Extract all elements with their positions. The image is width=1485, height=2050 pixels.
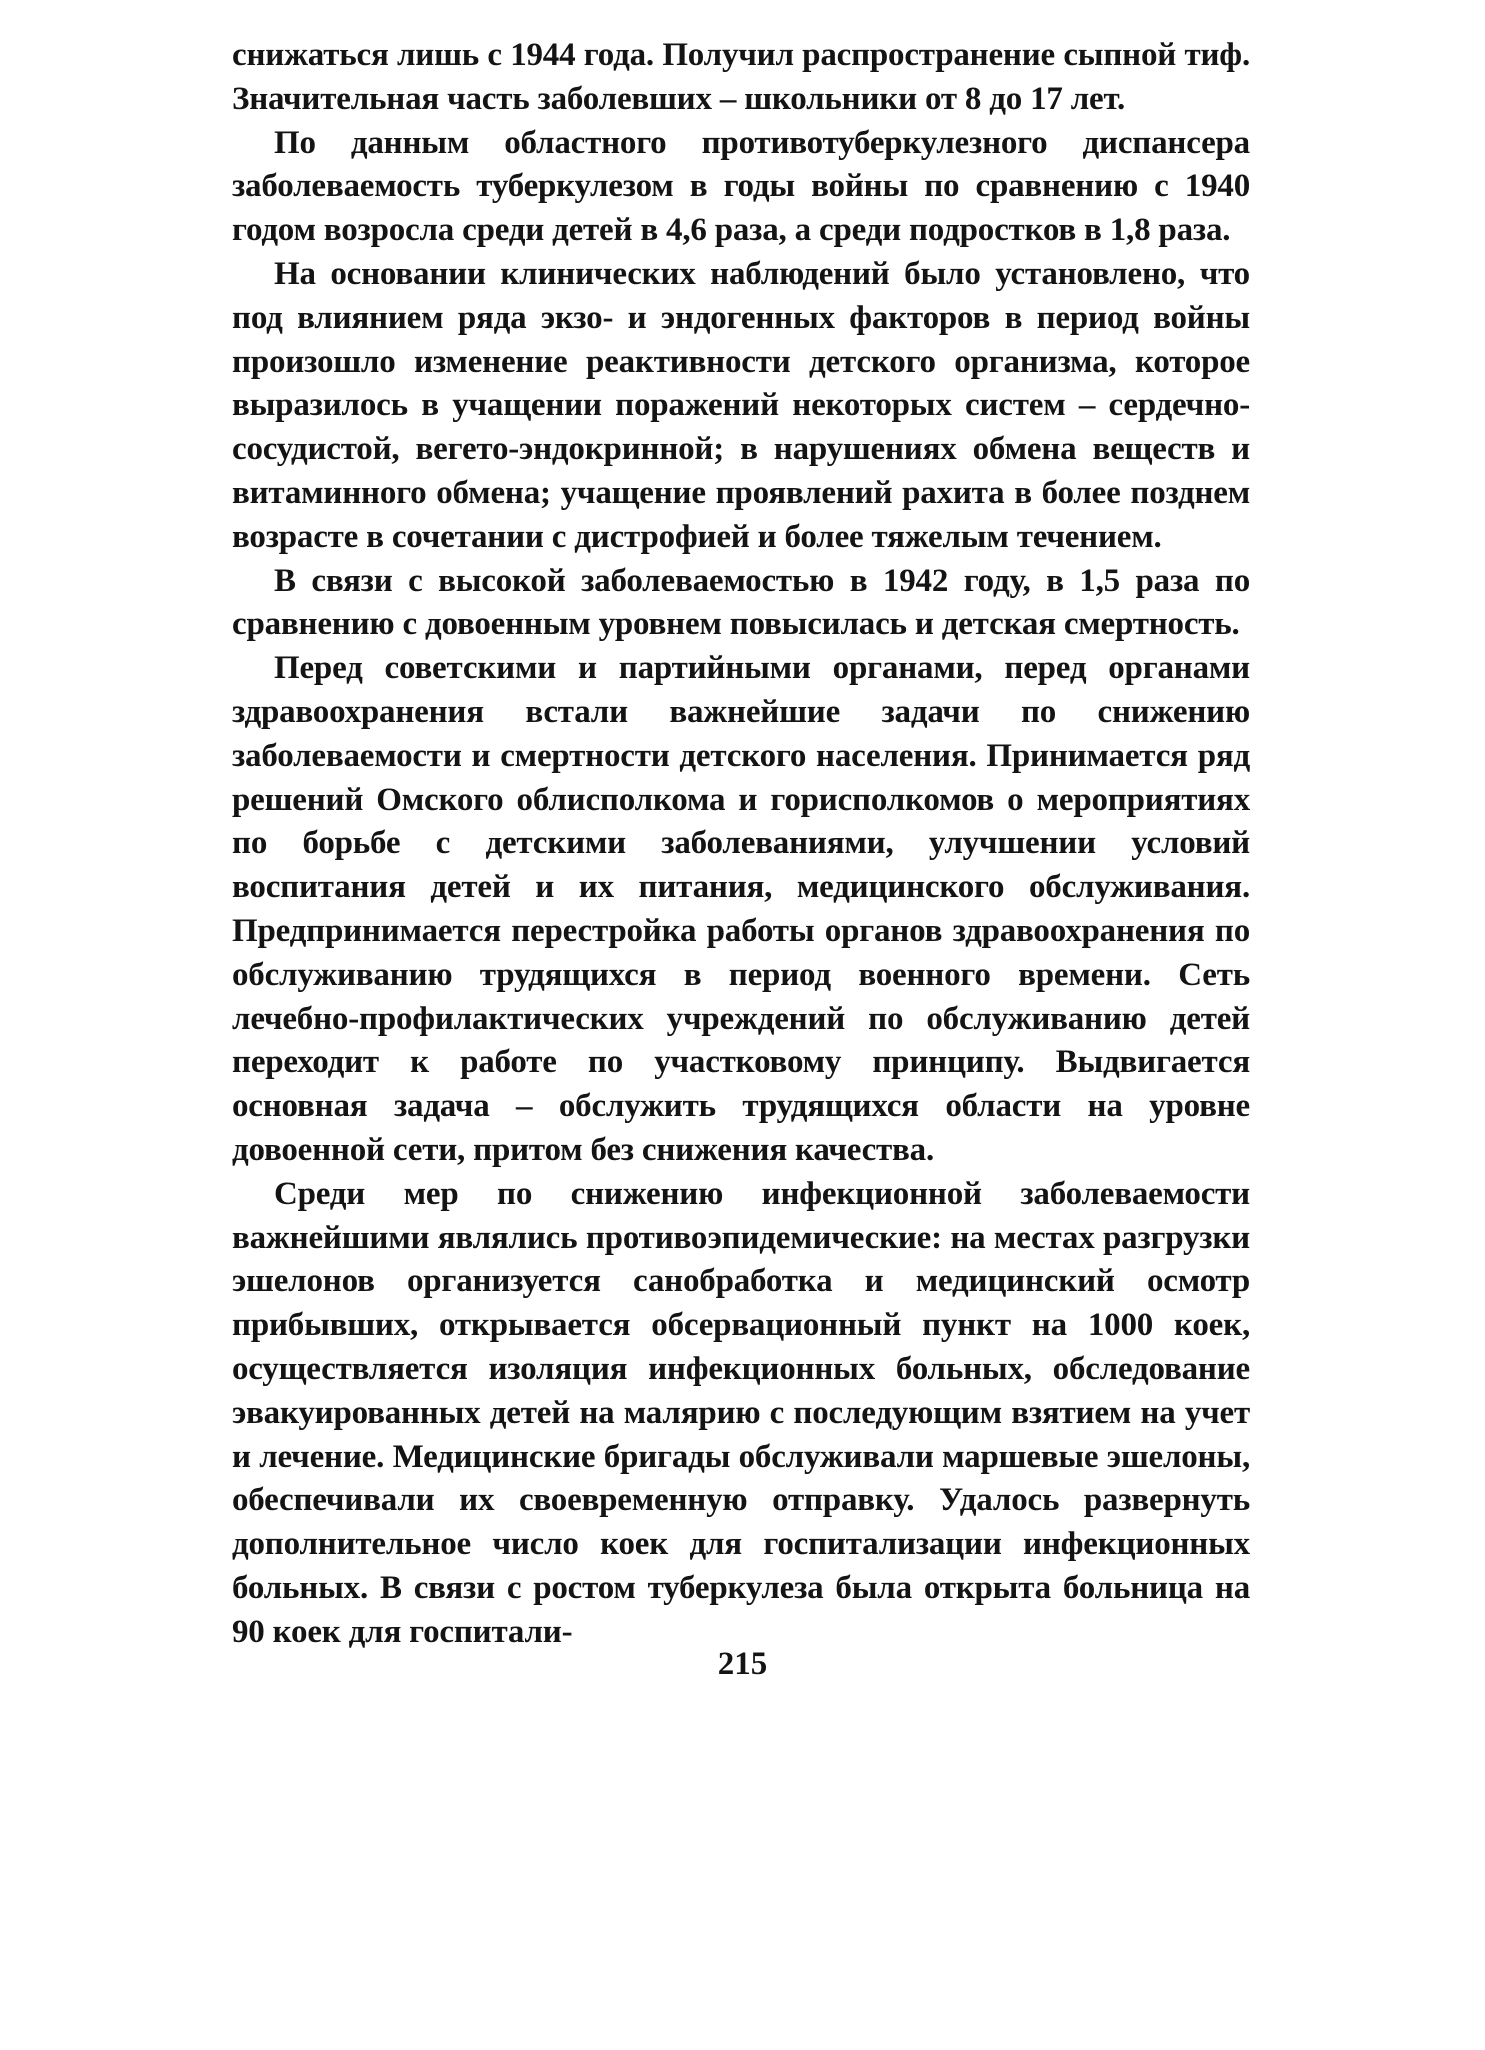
paragraph-6: Среди мер по снижению инфекционной заболеваемости важнейшими являлись противоэпидемические: на местах разгрузки эшелонов организуется санобработка и медицинский осмотр прибывших, открывается обсервационный пункт на 1000 коек, осуществляется изоляция инфекционных больных, обследование эвакуированных детей на малярию с последующим взятием на учет и лечение. Медицинские бригады обслуживали маршевые эшелоны, обеспечивали их своевременную отправку. Удалось развернуть дополнительное число коек для госпитализации инфекционных больных. В связи с ростом туберкулеза была открыта больница на 90 коек для госпитали-: [232, 1175, 1250, 1650]
paragraph-1: снижаться лишь с 1944 года. Получил распространение сыпной тиф. Значительная часть заболевших – школьники от 8 до 17 лет.: [232, 37, 1250, 117]
page-body-text: [232, 34, 1250, 1654]
page-number: 215: [717, 1646, 768, 1682]
paragraph-5: Перед советскими и партийными органами, перед органами здравоохранения встали важнейшие задачи по снижению заболеваемости и смертности детского населения. Принимается ряд решений Омского облисполкома и горисполкомов о мероприятиях по борьбе с детскими заболеваниями, улучшении условий воспитания детей и их питания, медицинского обслуживания. Предпринимается перестройка работы органов здравоохранения по обслуживанию трудящихся в период военного времени. Сеть лечебно-профилактических учреждений по обслуживанию детей переходит к работе по участковому принципу. Выдвигается основная задача – обслужить трудящихся области на уровне довоенной сети, притом без снижения качества.: [232, 650, 1250, 1168]
paragraph-2: По данным областного противотуберкулезного диспансера заболеваемость туберкулезом в годы войны по сравнению с 1940 годом возросла среди детей в 4,6 раза, а среди подростков в 1,8 раза.: [232, 124, 1250, 249]
paragraph-3: На основании клинических наблюдений было установлено, что под влиянием ряда экзо- и эндогенных факторов в период войны произошло изменение реактивности детского организма, которое выразилось в учащении поражений некоторых систем – сердечно-сосудистой, вегето-эндокринной; в нарушениях обмена веществ и витаминного обмена; учащение проявлений рахита в более позднем возрасте в сочетании с дистрофией и более тяжелым течением.: [232, 255, 1250, 555]
paragraph-4: В связи с высокой заболеваемостью в 1942 году, в 1,5 раза по сравнению с довоенным уровнем повысилась и детская смертность.: [232, 562, 1250, 643]
